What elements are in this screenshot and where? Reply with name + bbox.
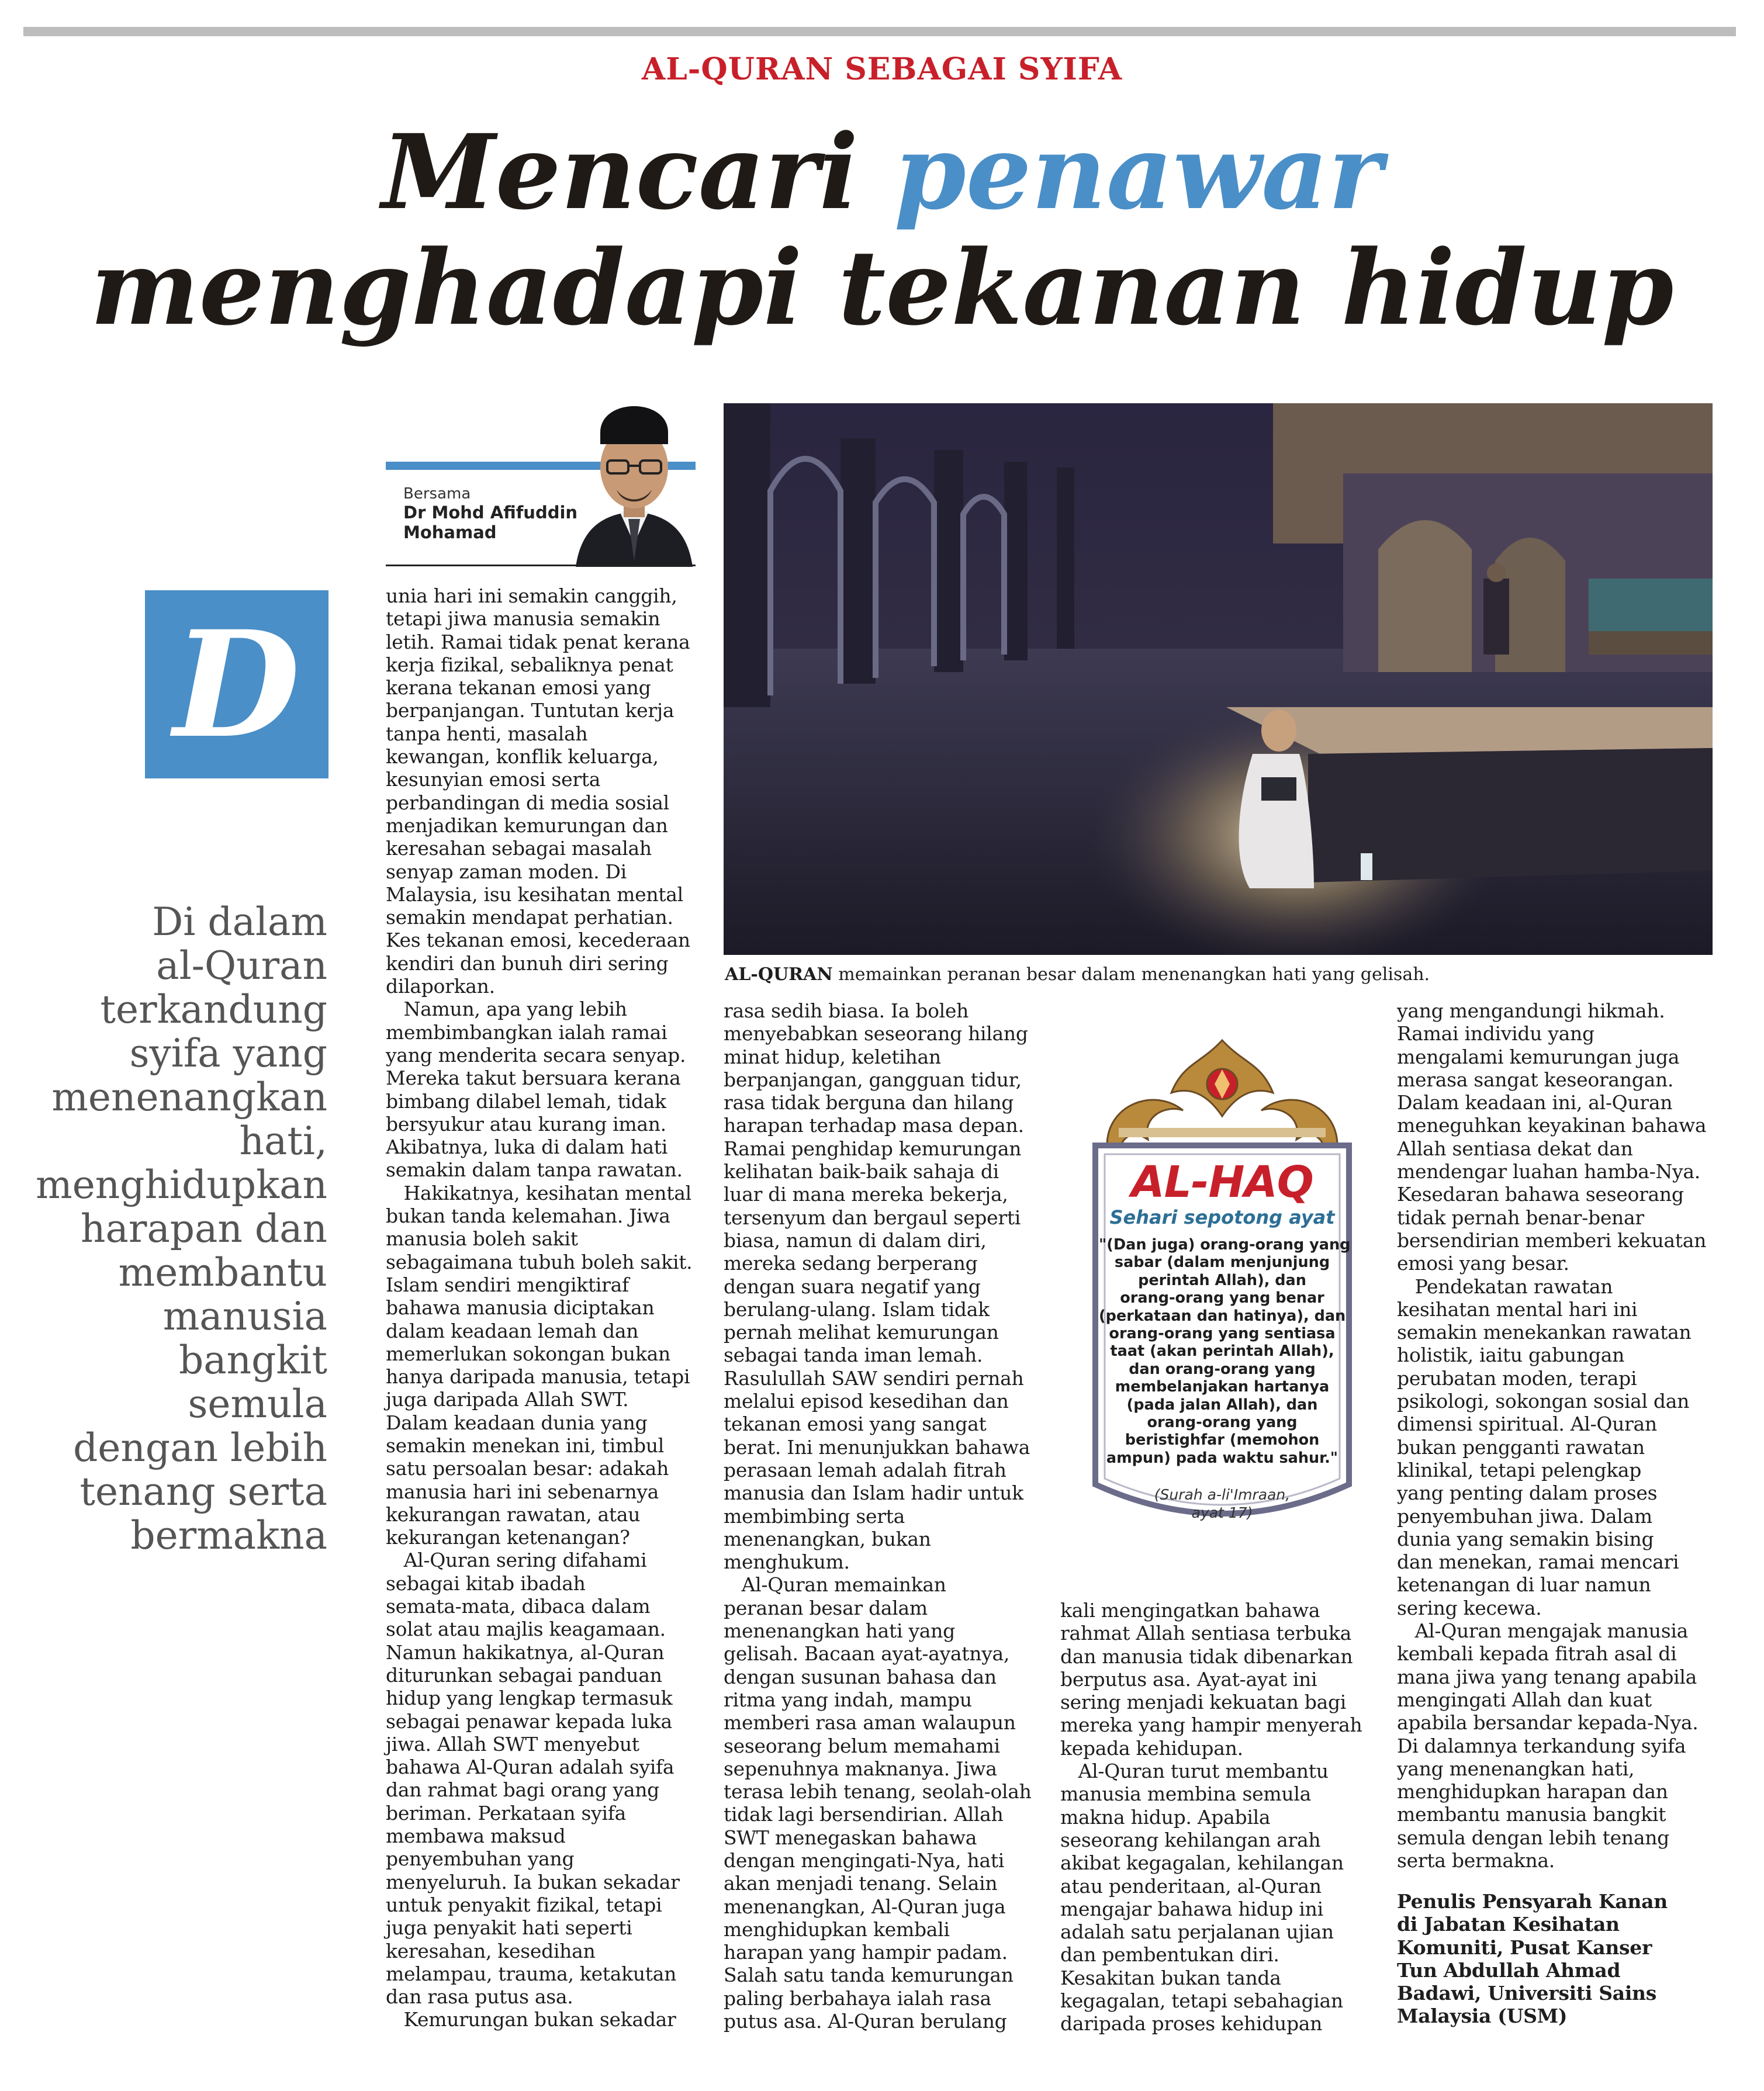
- author-divider: [386, 565, 696, 566]
- article-column-2: rasa sedih biasa. Ia boleh menyebabkan seseorang hilang minat hidup, keletihan berpanjangan, gangguan tidur, rasa tidak berguna dan hilang harapan terhadap masa depan. Ramai penghidap kemurungan kelihatan baik-baik sahaja di luar di mana mereka bekerja, tersenyum dan bergaul seperti biasa, namun di dalam diri, mereka sedang berperang dengan suara negatif yang berulang-ulang. Islam tidak pernah melihat kemurungan sebagai tanda iman lemah. Rasulullah SAW sendiri pernah melalui episod kesedihan dan tekanan emosi yang sangat berat. Ini menunjukkan bahawa perasaan lemah adalah fitrah manusia dan Islam hadir untuk membimbing serta menenangkan, bukan menghukum. Al-Quran memainkan peranan besar dalam menenangkan hati yang gelisah. Bacaan ayat-ayatnya, dengan susunan bahasa dan ritma yang indah, mampu memberi rasa aman walaupun seseorang belum memahami sepenuhnya maknanya. Jiwa terasa lebih tenang, seolah-olah tidak lagi bersendirian. Allah SWT menegaskan bahawa dengan mengingati-Nya, hati akan menjadi tenang. Selain menenangkan, Al-Quran juga menghidupkan kembali harapan yang hampir padam. Salah satu tanda kemurungan paling berbahaya ialah rasa putus asa. Al-Quran berulang: [724, 999, 1032, 2033]
- verse-text: "(Dan juga) orang-orang yang sabar (dalam menjunjung perintah Allah), dan orang-orang yang benar (perkataan dan hatinya), dan orang-orang yang sentiasa taat (akan perintah Allah), dan orang-orang yang membelanjakan hartanya (pada jalan Allah), dan orang-orang yang beristighfar (memohon ampun) pada waktu sahur.": [1099, 1236, 1351, 1467]
- caption-text: memainkan peranan besar dalam menenangkan hati yang gelisah.: [832, 964, 1430, 985]
- headline-accent: penawar: [894, 112, 1383, 233]
- author-prefix: Bersama: [403, 485, 471, 503]
- article-column-4: yang mengandungi hikmah. Ramai individu yang mengalami kemurungan juga merasa sangat keseorangan. Dalam keadaan ini, al-Quran meneguhkan keyakinan bahawa Allah sentiasa dekat dan mendengar luahan hamba-Nya. Kesedaran bahawa seseorang tidak pernah benar-benar bersendirian memberi kekuatan emosi yang besar. Pendekatan rawatan kesihatan mental hari ini semakin menekankan rawatan holistik, iaitu gabungan perubatan moden, terapi psikologi, sokongan sosial dan dimensi spiritual. Al-Quran bukan pengganti rawatan klinikal, tetapi pelengkap yang penting dalam proses penyembuhan jiwa. Dalam dunia yang semakin bising dan menekan, ramai mencari ketenangan di luar namun sering kecewa. Al-Quran mengajak manusia kembali kepada fitrah asal di mana jiwa yang tenang apabila mengingati Allah dan kuat apabila bersandar kepada-Nya. Di dalamnya terkandung syifa yang menenangkan hati, menghidupkan harapan dan membantu manusia bangkit semula dengan lebih tenang serta bermakna.: [1397, 999, 1707, 1872]
- drop-cap: D: [145, 590, 328, 778]
- photo-caption: [725, 964, 1718, 985]
- top-rule: [23, 27, 1736, 36]
- pull-quote: Di dalam al-Quran terkandung syifa yang menenangkan hati, menghidupkan harapan dan membantu manusia bangkit semula dengan lebih tenang serta bermakna: [36, 899, 327, 1558]
- caption-lead: AL-QURAN: [725, 964, 833, 985]
- verse-reference: (Surah a-li'Imraan, ayat 17): [1154, 1486, 1291, 1521]
- al-haq-title: AL-HAQ: [1131, 1157, 1313, 1207]
- headline-line-1: [0, 112, 1764, 233]
- author-photo: [570, 386, 698, 567]
- article-column-3: kali mengingatkan bahawa rahmat Allah sentiasa terbuka dan manusia tidak dibenarkan berputus asa. Ayat-ayat ini sering menjadi kekuatan bagi mereka yang hampir menyerah kepada kehidupan. Al-Quran turut membantu manusia membina semula makna hidup. Apabila seseorang kehilangan arah akibat kegagalan, kehilangan atau penderitaan, al-Quran mengajar bahawa hidup ini adalah satu perjalanan ujian dan pembentukan diri. Kesakitan bukan tanda kegagalan, tetapi sebahagian daripada proses kehidupan: [1060, 1599, 1362, 2035]
- author-name: Dr Mohd Afifuddin Mohamad: [403, 503, 578, 542]
- mosque-photo: [724, 403, 1713, 955]
- headline-part: Mencari: [381, 112, 894, 233]
- al-haq-subtitle: Sehari sepotong ayat: [1109, 1206, 1335, 1228]
- article-column-1: unia hari ini semakin canggih, tetapi jiwa manusia semakin letih. Ramai tidak penat kerana kerja fizikal, sebaliknya penat kerana tekanan emosi yang berpanjangan. Tuntutan kerja tanpa henti, masalah kewangan, konflik keluarga, kesunyian emosi serta perbandingan di media sosial menjadikan kemurungan dan keresahan sebagai masalah senyap zaman moden. Di Malaysia, isu kesihatan mental semakin mendapat perhatian. Kes tekanan emosi, kecederaan kendiri dan bunuh diri sering dilaporkan. Namun, apa yang lebih membimbangkan ialah ramai yang menderita secara senyap. Mereka takut bersuara kerana bimbang dilabel lemah, tidak bersyukur atau kurang iman. Akibatnya, luka di dalam hati semakin dalam tanpa rawatan. Hakikatnya, kesihatan mental bukan tanda kelemahan. Jiwa manusia boleh sakit sebagaimana tubuh boleh sakit. Islam sendiri mengiktiraf bahawa manusia diciptakan dalam keadaan lemah dan memerlukan sokongan bukan hanya daripada manusia, tetapi juga daripada Allah SWT. Dalam keadaan dunia yang semakin menekan ini, timbul satu persoalan besar: adakah manusia hari ini sebenarnya kekurangan rawatan, atau kekurangan ketenangan? Al-Quran sering difahami sebagai kitab ibadah semata-mata, dibaca dalam solat atau majlis keagamaan. Namun hakikatnya, al-Quran diturunkan sebagai panduan hidup yang lengkap termasuk sebagai penawar kepada luka jiwa. Allah SWT menyebut bahawa Al-Quran adalah syifa dan rahmat bagi orang yang beriman. Perkataan syifa membawa maksud penyembuhan yang menyeluruh. Ia bukan sekadar untuk penyakit fizikal, tetapi juga penyakit hati seperti keresahan, kesedihan melampau, trauma, ketakutan dan rasa putus asa. Kemurungan bukan sekadar: [386, 584, 693, 2031]
- author-signature: Penulis Pensyarah Kanan di Jabatan Kesihatan Komuniti, Pusat Kanser Tun Abdullah Ahmad Badawi, Universiti Sains Malaysia (USM): [1397, 1890, 1668, 2028]
- section-kicker: AL-QURAN SEBAGAI SYIFA: [641, 51, 1123, 87]
- headline-line-2: menghadapi tekanan hidup: [90, 227, 1674, 348]
